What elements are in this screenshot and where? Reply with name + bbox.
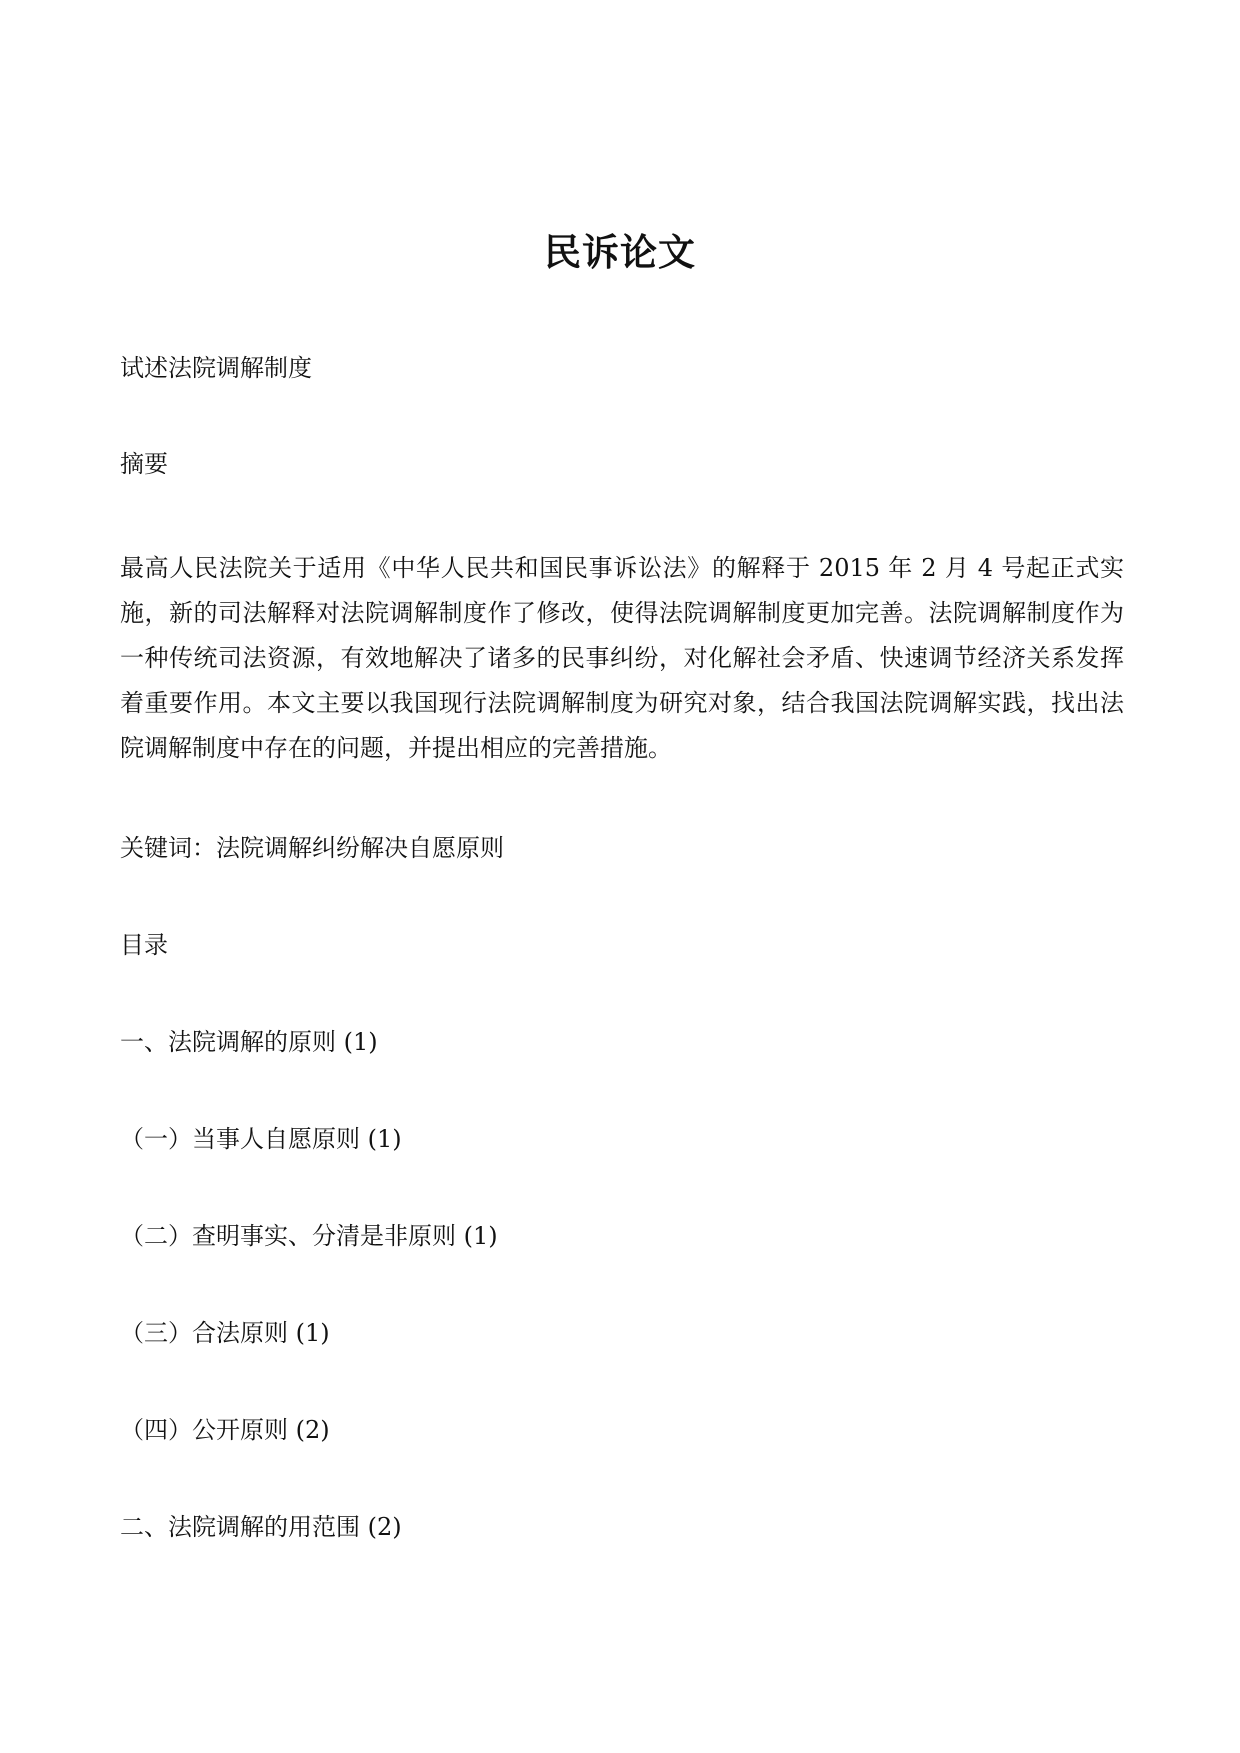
- abstract-heading: 摘要: [120, 450, 168, 478]
- paper-subtitle: 试述法院调解制度: [120, 354, 312, 382]
- toc-item: （一）当事人自愿原则 (1): [120, 1125, 402, 1153]
- document-title: 民诉论文: [544, 230, 696, 274]
- keywords-line: 关键词：法院调解纠纷解决自愿原则: [120, 834, 504, 862]
- toc-heading: 目录: [120, 931, 168, 959]
- toc-item: （三）合法原则 (1): [120, 1319, 330, 1347]
- toc-item: 一、法院调解的原则 (1): [120, 1028, 378, 1056]
- toc-item: 二、法院调解的用范围 (2): [120, 1513, 402, 1541]
- abstract-paragraph: 最高人民法院关于适用《中华人民共和国民事诉讼法》的解释于 2015 年 2 月 4 号起正式实施，新的司法解释对法院调解制度作了修改，使得法院调解制度更加完善。法院调解制度作为一种传统司法资源，有效地解决了诸多的民事纠纷，对化解社会矛盾、快速调节经济关系发挥着重要作用。本文主要以我国现行法院调解制度为研究对象，结合我国法院调解实践，找出法院调解制度中存在的问题，并提出相应的完善措施。: [120, 554, 1124, 762]
- toc-item: （二）查明事实、分清是非原则 (1): [120, 1222, 498, 1250]
- toc-item: （四）公开原则 (2): [120, 1416, 330, 1444]
